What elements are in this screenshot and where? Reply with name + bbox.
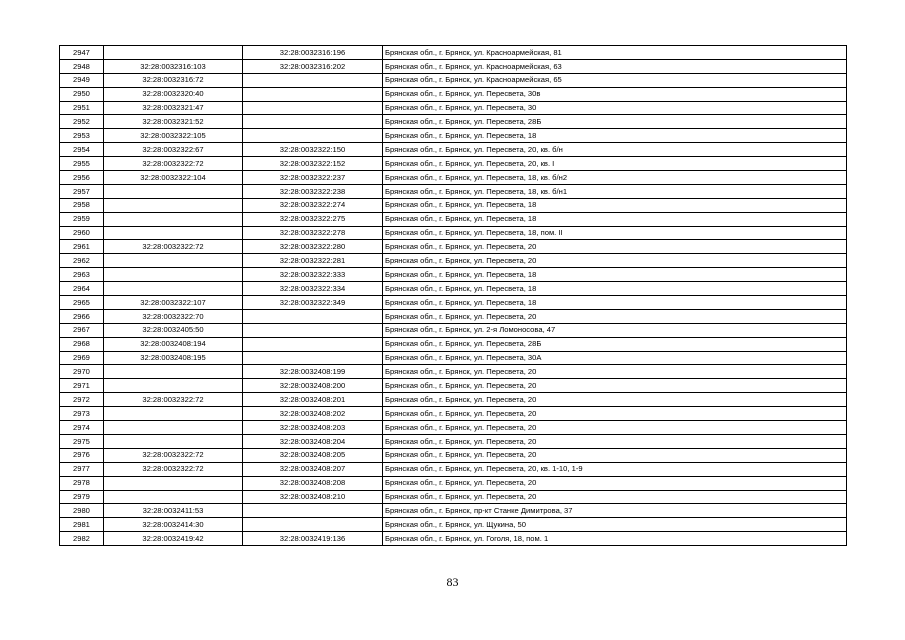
property-table [59,45,847,546]
address-cell: Брянская обл., г. Брянск, ул. Пересвета, 18 [383,296,847,310]
table-row [60,421,847,435]
land-cadastral-cell [104,46,243,60]
address-cell: Брянская обл., г. Брянск, ул. Пересвета, 18 [383,268,847,282]
row-number-cell: 2968 [60,337,104,351]
address-cell: Брянская обл., г. Брянск, ул. Щукина, 50 [383,518,847,532]
building-cadastral-cell: 32:28:0032408:205 [243,448,383,462]
row-number-cell: 2977 [60,462,104,476]
building-cadastral-cell [243,323,383,337]
land-cadastral-cell: 32:28:0032322:107 [104,296,243,310]
land-cadastral-cell: 32:28:0032316:103 [104,59,243,73]
building-cadastral-cell [243,309,383,323]
table-row [60,518,847,532]
address-cell: Брянская обл., г. Брянск, ул. Пересвета, 20 [383,476,847,490]
building-cadastral-cell [243,73,383,87]
row-number-cell: 2947 [60,46,104,60]
address-cell: Брянская обл., г. Брянск, ул. Пересвета, 18, пом. II [383,226,847,240]
table-row [60,504,847,518]
table-row [60,282,847,296]
row-number-cell: 2953 [60,129,104,143]
page-number: 83 [446,575,459,589]
address-cell: Брянская обл., г. Брянск, ул. Пересвета, 20 [383,393,847,407]
address-cell: Брянская обл., г. Брянск, ул. Пересвета, 20 [383,254,847,268]
row-number-cell: 2949 [60,73,104,87]
address-cell: Брянская обл., г. Брянск, ул. Пересвета, 20, кв. I [383,157,847,171]
building-cadastral-cell [243,351,383,365]
land-cadastral-cell [104,226,243,240]
row-number-cell: 2951 [60,101,104,115]
row-number-cell: 2956 [60,171,104,185]
building-cadastral-cell: 32:28:0032419:136 [243,532,383,546]
address-cell: Брянская обл., г. Брянск, ул. Пересвета, 30А [383,351,847,365]
address-cell: Брянская обл., г. Брянск, ул. Пересвета, 20 [383,407,847,421]
address-cell: Брянская обл., г. Брянск, ул. Пересвета, 18 [383,198,847,212]
building-cadastral-cell [243,504,383,518]
land-cadastral-cell [104,421,243,435]
building-cadastral-cell: 32:28:0032408:210 [243,490,383,504]
building-cadastral-cell: 32:28:0032408:202 [243,407,383,421]
address-cell: Брянская обл., г. Брянск, ул. Пересвета, 18 [383,129,847,143]
address-cell: Брянская обл., г. Брянск, ул. Пересвета, 20 [383,240,847,254]
table-row [60,490,847,504]
row-number-cell: 2966 [60,309,104,323]
address-cell: Брянская обл., г. Брянск, ул. Пересвета, 30в [383,87,847,101]
address-cell: Брянская обл., г. Брянск, ул. Пересвета, 20, кв. 1-10, 1-9 [383,462,847,476]
address-cell: Брянская обл., г. Брянск, ул. Красноармейская, 81 [383,46,847,60]
land-cadastral-cell: 32:28:0032320:40 [104,87,243,101]
row-number-cell: 2967 [60,323,104,337]
row-number-cell: 2982 [60,532,104,546]
address-cell: Брянская обл., г. Брянск, ул. Пересвета, 20 [383,379,847,393]
table-row [60,462,847,476]
building-cadastral-cell: 32:28:0032408:204 [243,434,383,448]
row-number-cell: 2969 [60,351,104,365]
building-cadastral-cell: 32:28:0032322:333 [243,268,383,282]
address-cell: Брянская обл., г. Брянск, ул. Пересвета, 20 [383,365,847,379]
row-number-cell: 2980 [60,504,104,518]
building-cadastral-cell: 32:28:0032322:281 [243,254,383,268]
land-cadastral-cell: 32:28:0032408:194 [104,337,243,351]
land-cadastral-cell: 32:28:0032322:104 [104,171,243,185]
table-row [60,379,847,393]
building-cadastral-cell: 32:28:0032322:152 [243,157,383,171]
land-cadastral-cell [104,490,243,504]
row-number-cell: 2964 [60,282,104,296]
table-body [60,46,847,546]
building-cadastral-cell: 32:28:0032322:275 [243,212,383,226]
row-number-cell: 2972 [60,393,104,407]
land-cadastral-cell: 32:28:0032322:72 [104,448,243,462]
land-cadastral-cell: 32:28:0032321:47 [104,101,243,115]
address-cell: Брянская обл., г. Брянск, пр-кт Станке Димитрова, 37 [383,504,847,518]
building-cadastral-cell: 32:28:0032322:150 [243,143,383,157]
building-cadastral-cell: 32:28:0032322:280 [243,240,383,254]
building-cadastral-cell [243,115,383,129]
table-row [60,115,847,129]
building-cadastral-cell: 32:28:0032322:334 [243,282,383,296]
table-row [60,351,847,365]
table-row [60,184,847,198]
table-row [60,143,847,157]
table-row [60,407,847,421]
land-cadastral-cell: 32:28:0032322:72 [104,393,243,407]
table-row [60,309,847,323]
table-row [60,73,847,87]
address-cell: Брянская обл., г. Брянск, ул. Пересвета, 18, кв. б/н1 [383,184,847,198]
building-cadastral-cell: 32:28:0032408:207 [243,462,383,476]
table-row [60,87,847,101]
table-row [60,393,847,407]
row-number-cell: 2957 [60,184,104,198]
row-number-cell: 2960 [60,226,104,240]
row-number-cell: 2948 [60,59,104,73]
row-number-cell: 2978 [60,476,104,490]
address-cell: Брянская обл., г. Брянск, ул. Пересвета, 20 [383,448,847,462]
row-number-cell: 2963 [60,268,104,282]
row-number-cell: 2975 [60,434,104,448]
table-row [60,240,847,254]
land-cadastral-cell [104,365,243,379]
address-cell: Брянская обл., г. Брянск, ул. Пересвета, 28Б [383,115,847,129]
row-number-cell: 2974 [60,421,104,435]
row-number-cell: 2962 [60,254,104,268]
land-cadastral-cell: 32:28:0032316:72 [104,73,243,87]
table-row [60,157,847,171]
land-cadastral-cell [104,476,243,490]
address-cell: Брянская обл., г. Брянск, ул. Пересвета, 30 [383,101,847,115]
table-row [60,254,847,268]
building-cadastral-cell: 32:28:0032322:238 [243,184,383,198]
table-row [60,365,847,379]
land-cadastral-cell: 32:28:0032419:42 [104,532,243,546]
address-cell: Брянская обл., г. Брянск, ул. 2-я Ломоносова, 47 [383,323,847,337]
address-cell: Брянская обл., г. Брянск, ул. Пересвета, 20 [383,309,847,323]
row-number-cell: 2950 [60,87,104,101]
address-cell: Брянская обл., г. Брянск, ул. Гоголя, 18, пом. 1 [383,532,847,546]
building-cadastral-cell: 32:28:0032408:203 [243,421,383,435]
building-cadastral-cell [243,87,383,101]
building-cadastral-cell: 32:28:0032408:200 [243,379,383,393]
building-cadastral-cell: 32:28:0032408:208 [243,476,383,490]
address-cell: Брянская обл., г. Брянск, ул. Пересвета, 20 [383,421,847,435]
address-cell: Брянская обл., г. Брянск, ул. Пересвета, 20, кв. б/н [383,143,847,157]
address-cell: Брянская обл., г. Брянск, ул. Пересвета, 18 [383,212,847,226]
land-cadastral-cell: 32:28:0032322:72 [104,462,243,476]
row-number-cell: 2958 [60,198,104,212]
land-cadastral-cell [104,212,243,226]
table-row [60,337,847,351]
land-cadastral-cell: 32:28:0032411:53 [104,504,243,518]
land-cadastral-cell: 32:28:0032414:30 [104,518,243,532]
table-row [60,296,847,310]
land-cadastral-cell: 32:28:0032405:50 [104,323,243,337]
row-number-cell: 2976 [60,448,104,462]
table-row [60,198,847,212]
row-number-cell: 2970 [60,365,104,379]
building-cadastral-cell: 32:28:0032322:278 [243,226,383,240]
building-cadastral-cell [243,518,383,532]
row-number-cell: 2979 [60,490,104,504]
table-row [60,448,847,462]
table-row [60,212,847,226]
land-cadastral-cell [104,379,243,393]
land-cadastral-cell: 32:28:0032322:72 [104,240,243,254]
row-number-cell: 2954 [60,143,104,157]
address-cell: Брянская обл., г. Брянск, ул. Пересвета, 28Б [383,337,847,351]
table-row [60,226,847,240]
address-cell: Брянская обл., г. Брянск, ул. Пересвета, 20 [383,434,847,448]
table-row [60,171,847,185]
table-row [60,323,847,337]
land-cadastral-cell: 32:28:0032322:72 [104,157,243,171]
building-cadastral-cell: 32:28:0032322:274 [243,198,383,212]
land-cadastral-cell: 32:28:0032322:105 [104,129,243,143]
table-row [60,532,847,546]
building-cadastral-cell: 32:28:0032316:196 [243,46,383,60]
building-cadastral-cell [243,129,383,143]
row-number-cell: 2952 [60,115,104,129]
row-number-cell: 2973 [60,407,104,421]
address-cell: Брянская обл., г. Брянск, ул. Пересвета, 18 [383,282,847,296]
row-number-cell: 2955 [60,157,104,171]
table-row [60,101,847,115]
land-cadastral-cell: 32:28:0032408:195 [104,351,243,365]
building-cadastral-cell: 32:28:0032408:201 [243,393,383,407]
table-row [60,268,847,282]
building-cadastral-cell: 32:28:0032408:199 [243,365,383,379]
building-cadastral-cell [243,101,383,115]
land-cadastral-cell [104,268,243,282]
address-cell: Брянская обл., г. Брянск, ул. Пересвета, 18, кв. б/н2 [383,171,847,185]
land-cadastral-cell [104,282,243,296]
address-cell: Брянская обл., г. Брянск, ул. Красноармейская, 65 [383,73,847,87]
land-cadastral-cell: 32:28:0032322:67 [104,143,243,157]
table-row [60,434,847,448]
table-row [60,129,847,143]
address-cell: Брянская обл., г. Брянск, ул. Красноармейская, 63 [383,59,847,73]
building-cadastral-cell: 32:28:0032322:237 [243,171,383,185]
row-number-cell: 2965 [60,296,104,310]
land-cadastral-cell [104,184,243,198]
row-number-cell: 2971 [60,379,104,393]
table-row [60,476,847,490]
table-row [60,59,847,73]
land-cadastral-cell [104,254,243,268]
building-cadastral-cell: 32:28:0032322:349 [243,296,383,310]
table-row [60,46,847,60]
land-cadastral-cell [104,198,243,212]
address-cell: Брянская обл., г. Брянск, ул. Пересвета, 20 [383,490,847,504]
row-number-cell: 2959 [60,212,104,226]
land-cadastral-cell: 32:28:0032321:52 [104,115,243,129]
row-number-cell: 2961 [60,240,104,254]
building-cadastral-cell [243,337,383,351]
land-cadastral-cell [104,434,243,448]
land-cadastral-cell: 32:28:0032322:70 [104,309,243,323]
land-cadastral-cell [104,407,243,421]
building-cadastral-cell: 32:28:0032316:202 [243,59,383,73]
row-number-cell: 2981 [60,518,104,532]
